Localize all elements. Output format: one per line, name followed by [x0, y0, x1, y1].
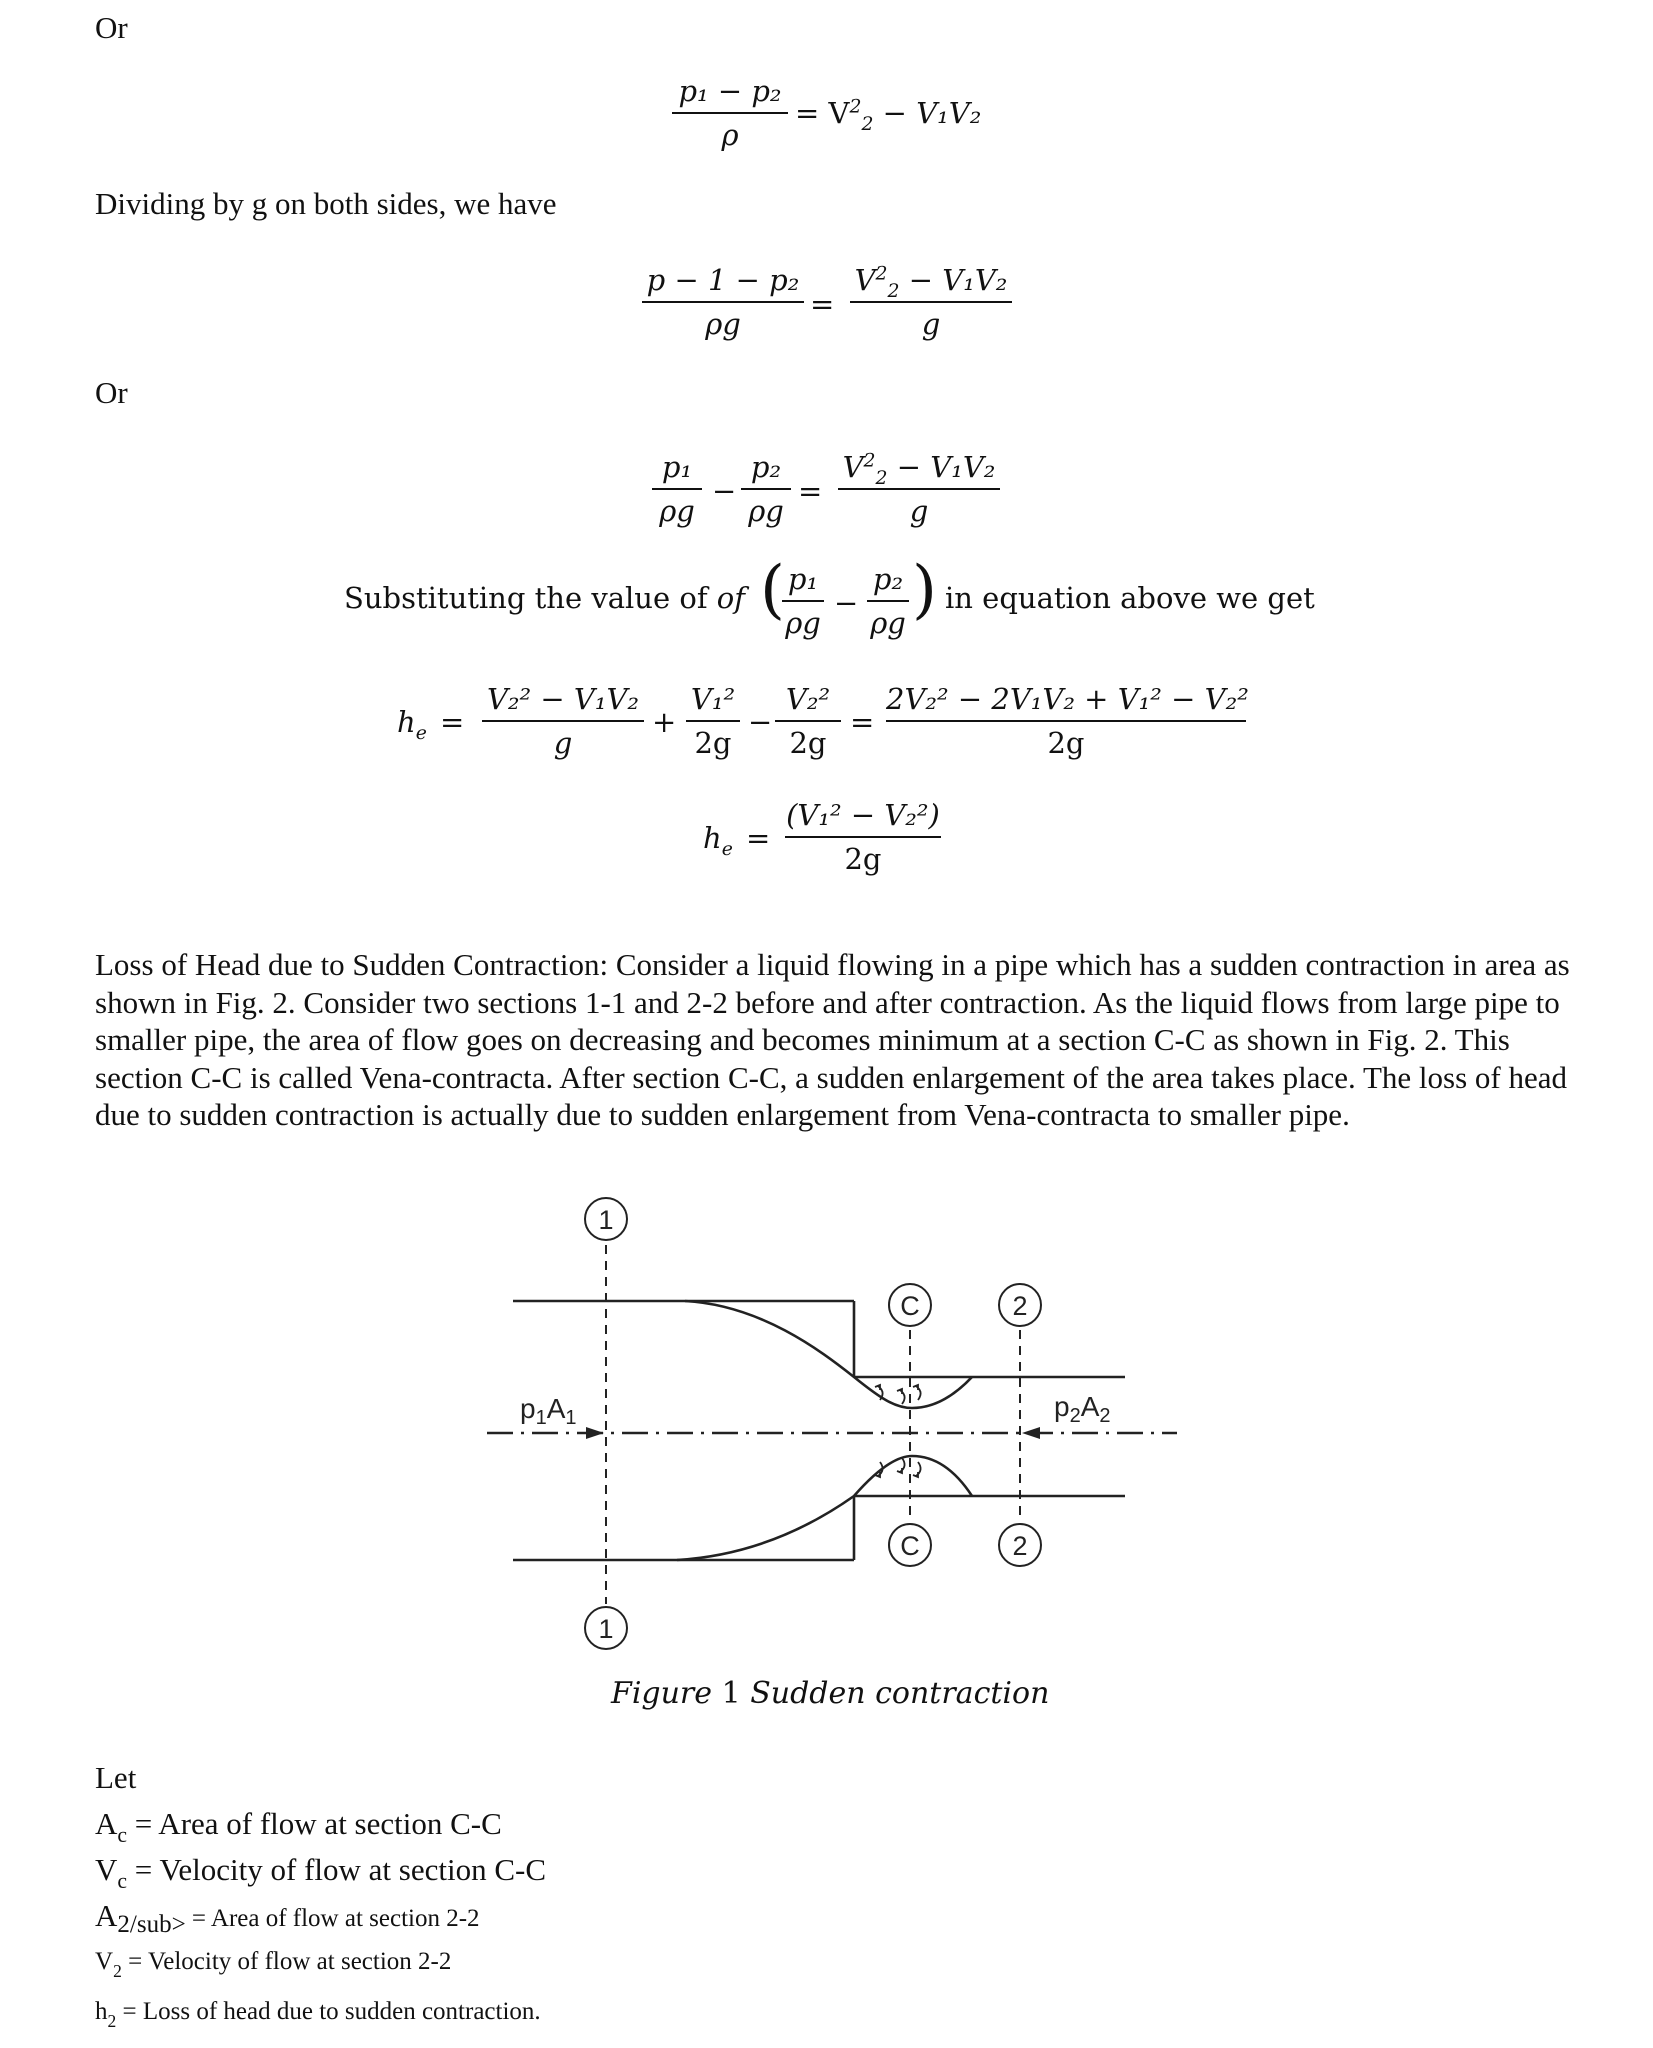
section-c-top-label: C	[900, 1291, 920, 1321]
section-2-top-label: 2	[1012, 1291, 1028, 1321]
den: 2g	[694, 726, 732, 760]
num: p₂	[750, 450, 782, 484]
sub: e	[415, 722, 427, 744]
sym: V	[95, 1948, 114, 1975]
num: 2V₂² − 2V₁V₂ + V₁² − V₂²	[886, 682, 1249, 716]
num: V₂² − V₁V₂	[486, 682, 640, 716]
eq1-sup: 2	[849, 96, 862, 118]
text: = Velocity of flow at section C-C	[127, 1852, 547, 1887]
num: p₁	[787, 562, 819, 596]
v-symbol: V	[854, 263, 876, 297]
sup: 2	[875, 263, 888, 285]
sub: 2/sub>	[117, 1911, 186, 1938]
section-1-top-label: 1	[598, 1205, 614, 1235]
den: ρg	[659, 494, 695, 528]
sub: 2	[875, 467, 888, 489]
sym: h	[95, 1998, 108, 2025]
right-paren: )	[912, 553, 937, 627]
eq1-numerator: p₁ − p₂	[678, 74, 782, 108]
num: p₁	[661, 450, 693, 484]
definition-v2	[95, 1948, 546, 1998]
eq5-equals: =	[746, 821, 771, 855]
eq4-plus: +	[652, 705, 677, 739]
eq3-equals: =	[798, 474, 823, 508]
den: ρg	[870, 606, 906, 640]
sub: c	[117, 1823, 128, 1847]
eq4-minus: −	[748, 705, 773, 739]
eq4-equals: =	[440, 705, 465, 739]
den: 2g	[844, 842, 882, 876]
let-label: Let	[95, 1760, 137, 1795]
definition-vc	[95, 1852, 546, 1898]
section-1-bottom-label: 1	[598, 1614, 614, 1644]
sub: 2	[1099, 1405, 1111, 1427]
sub: 2	[113, 1961, 122, 1981]
sub: 1	[535, 1407, 547, 1429]
force-p1a1-label	[520, 1393, 577, 1429]
caption-a: Figure	[611, 1676, 722, 1711]
sym: A	[95, 1806, 118, 1841]
rest: − V₁V₂	[899, 263, 1008, 297]
section-c-bottom-label: C	[900, 1531, 920, 1561]
den: ρg	[748, 494, 784, 528]
sym: A	[95, 1898, 118, 1933]
sub: e	[721, 838, 733, 860]
num: V₁²	[690, 682, 736, 716]
figure-caption	[611, 1676, 1049, 1711]
h: h	[397, 705, 416, 739]
den: ρg	[785, 606, 821, 640]
den: 2g	[1047, 726, 1085, 760]
sym: V	[95, 1852, 118, 1887]
num: V₂²	[785, 682, 831, 716]
text: = Velocity of flow at section 2-2	[121, 1948, 452, 1975]
rest: − V₁V₂	[887, 450, 996, 484]
sup: 2	[863, 450, 876, 472]
sub-before: Substituting the value of	[344, 581, 717, 615]
text: = Loss of head due to sudden contraction.	[116, 1998, 541, 2025]
eq1-rhs-b: − V₁V₂	[873, 96, 982, 130]
eq1-denominator: ρ	[721, 118, 739, 152]
eq1-sub: 2	[861, 113, 874, 135]
contraction-paragraph: Loss of Head due to Sudden Contraction: Consider a liquid flowing in a pipe which has a sudden contraction in area as shown in Fig. 2. Consider two sections 1-1 and 2-2 before and after contraction. As the liquid flows from large pipe to smaller pipe, the area of flow goes on decreasing and becomes minimum at a section C-C as shown in Fig. 2. This section C-C is called Vena-contracta. After section C-C, a sudden enlargement of the area takes place. The loss of head due to sudden contraction is actually due to sudden enlargement from Vena-contracta to smaller pipe.	[95, 947, 1570, 1132]
den: g	[909, 494, 929, 528]
h: h	[703, 821, 722, 855]
eq2-denominator: ρg	[705, 307, 741, 341]
text: = Area of flow at section 2-2	[185, 1905, 480, 1932]
p: p	[520, 1393, 536, 1424]
definition-h2	[95, 1998, 546, 2048]
caption-b: Sudden contraction	[740, 1676, 1050, 1711]
eq2-equals: =	[810, 287, 835, 321]
sub: 1	[565, 1407, 577, 1429]
den: 2g	[789, 726, 827, 760]
den: g	[553, 726, 573, 760]
num: (V₁² − V₂²)	[786, 798, 940, 832]
or-label-2: Or	[95, 375, 128, 410]
or-label-1: Or	[95, 10, 128, 45]
caption-num: 1	[721, 1676, 741, 1711]
sub: 2	[887, 280, 900, 302]
sub-minus: −	[834, 586, 859, 620]
sub-of: of	[716, 581, 745, 615]
eq4-equals-2: =	[850, 705, 875, 739]
eq3-minus: −	[712, 474, 737, 508]
sub: 2	[1069, 1405, 1081, 1427]
eq2-numerator: p − 1 − p₂	[646, 263, 800, 297]
p: p	[1054, 1391, 1070, 1422]
sub: c	[117, 1869, 128, 1893]
num: p₂	[872, 562, 904, 596]
substituting-after: in equation above we get	[945, 581, 1315, 615]
section-2-bottom-label: 2	[1012, 1531, 1028, 1561]
force-p2a2-label	[1054, 1391, 1111, 1427]
left-paren: (	[760, 553, 785, 627]
eq2-right-denominator: g	[921, 307, 941, 341]
text: = Area of flow at section C-C	[127, 1806, 502, 1841]
sub: 2	[107, 2011, 117, 2031]
definitions-list	[95, 1760, 546, 2048]
definition-ac	[95, 1806, 546, 1852]
dividing-text: Dividing by g on both sides, we have	[95, 186, 557, 221]
v: V	[842, 450, 864, 484]
definition-a2	[95, 1898, 546, 1948]
a: A	[1080, 1391, 1100, 1422]
a: A	[546, 1393, 566, 1424]
eq1-rhs-a: = V	[795, 96, 850, 130]
